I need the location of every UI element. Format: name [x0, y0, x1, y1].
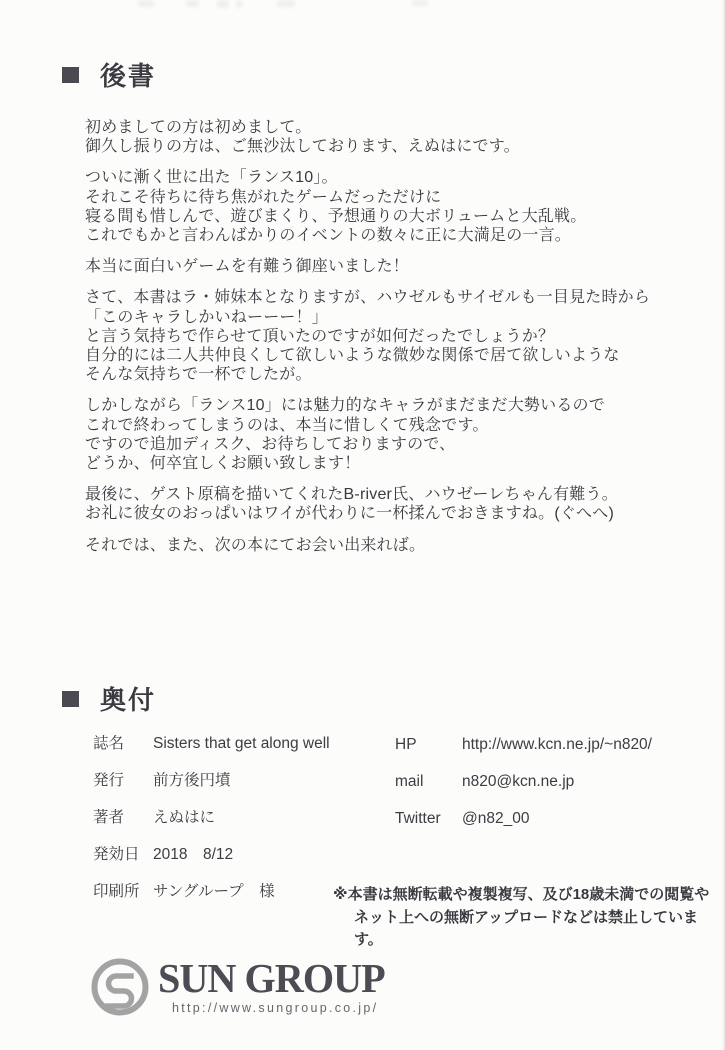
afterword-line: これでもかと言わんばかりのイベントの数々に正に大満足の一言。 — [85, 227, 572, 245]
colophon-value: 前方後円墳 — [153, 772, 231, 789]
colophon-label: 発効日 — [93, 846, 140, 863]
colophon-row-twitter — [395, 809, 652, 829]
afterword-line: 最後に、ゲスト原稿を描いてくれたB-river氏、ハウゼーレちゃん有難う。 — [85, 486, 618, 504]
colophon-value: 2018 8/12 — [153, 846, 234, 863]
sun-group-name: SUN GROUP — [158, 955, 385, 1001]
square-bullet-icon — [62, 67, 79, 83]
colophon-left-table — [93, 734, 330, 919]
afterword-line: 御久し振りの方は、ご無沙汰しております、えぬはにです。 — [85, 138, 520, 156]
afterword-line: これで終わってしまうのは、本当に惜しくて残念です。 — [85, 416, 489, 434]
afterword-line: それこそ待ちに待ち焦がれたゲームだっただけに — [85, 188, 442, 206]
copyright-notice-line: ネット上への無断アップロードなどは禁止しています。 — [354, 908, 698, 948]
afterword-line: それでは、また、次の本にてお会い出来れば。 — [85, 536, 426, 554]
afterword-body — [85, 118, 695, 567]
colophon-row-printer — [93, 882, 330, 902]
afterword-heading-text: 後書 — [100, 61, 157, 91]
sun-group-logo — [90, 955, 420, 1045]
colophon-row-title — [93, 734, 330, 754]
afterword-line: どうか、何卒宜しくお願い致します！ — [85, 455, 361, 473]
colophon-label: Twitter — [395, 810, 441, 827]
colophon-label: mail — [395, 773, 424, 790]
afterword-line: お礼に彼女のおっぱいはワイが代わりに一杯揉んでおきますね。(ぐへへ) — [85, 505, 614, 523]
colophon-value: サングループ 様 — [153, 883, 275, 900]
afterword-line: しかしながら「ランス10」には魅力的なキャラがまだまだ大勢いるので — [85, 397, 605, 415]
mail-address-text: n820@kcn.ne.jp — [462, 773, 575, 790]
colophon-value: Sisters that get along well — [153, 735, 330, 752]
afterword-paragraph — [85, 536, 695, 555]
colophon-label: 印刷所 — [93, 883, 140, 900]
afterword-paragraph — [85, 257, 695, 276]
colophon-heading-text: 奥付 — [100, 685, 157, 715]
sun-group-emblem-icon — [90, 957, 150, 1017]
colophon-row-hp — [395, 735, 652, 755]
scan-smudge — [236, 0, 242, 8]
colophon-right-table — [395, 735, 652, 846]
colophon-row-date — [93, 845, 330, 865]
colophon-row-mail — [395, 772, 652, 792]
scan-smudge — [138, 0, 154, 7]
scan-smudge — [186, 0, 199, 7]
afterword-line: さて、本書はラ・姉妹本となりますが、ハウゼルもサイゼルも一目見た時から — [85, 289, 651, 307]
afterword-paragraph — [85, 288, 695, 384]
afterword-line: 自分的には二人共仲良くして欲しいような微妙な関係で居て欲しいような — [85, 347, 620, 365]
afterword-line: ですので追加ディスク、お待ちしておりますので、 — [85, 435, 456, 453]
afterword-line: 寝る間も惜しんで、遊びまくり、予想通りの大ボリュームと大乱戦。 — [85, 207, 587, 225]
afterword-line: ついに漸く世に出た「ランス10」。 — [85, 169, 338, 187]
scan-smudge — [217, 0, 229, 8]
afterword-line: 本当に面白いゲームを有難う御座いました！ — [85, 258, 410, 276]
afterword-heading — [62, 56, 156, 93]
copyright-notice-line: ※本書は無断転載や複製複写、及び18歳未満での閲覧や — [333, 886, 710, 903]
scan-smudge — [277, 0, 295, 7]
colophon-label: 著者 — [93, 809, 125, 826]
afterword-paragraph — [85, 485, 695, 523]
sun-group-url: http://www.sungroup.co.jp/ — [172, 1001, 379, 1015]
copyright-notice — [333, 884, 725, 952]
colophon-label: 発行 — [93, 772, 125, 789]
colophon-heading — [62, 680, 156, 717]
afterword-paragraph — [85, 396, 695, 473]
colophon-row-publisher — [93, 771, 330, 791]
colophon-label: 誌名 — [93, 735, 125, 752]
square-bullet-icon — [62, 691, 79, 707]
afterword-paragraph — [85, 118, 695, 156]
homepage-url-text: http://www.kcn.ne.jp/~n820/ — [462, 736, 652, 753]
afterword-line: 「このキャラしかいねーーー！」 — [85, 308, 329, 326]
afterword-line: 初めましての方は初めまして。 — [85, 119, 312, 136]
afterword-line: と言う気持ちで作らせて頂いたのですが如何だったでしょうか？ — [85, 327, 555, 345]
colophon-row-author — [93, 808, 330, 828]
twitter-handle-text: @n82_00 — [462, 810, 530, 827]
afterword-paragraph — [85, 168, 695, 245]
colophon-label: HP — [395, 736, 417, 753]
colophon-value: えぬはに — [153, 809, 216, 826]
scan-smudge — [412, 0, 428, 6]
afterword-line: そんな気持ちで一杯でしたが。 — [85, 366, 312, 384]
